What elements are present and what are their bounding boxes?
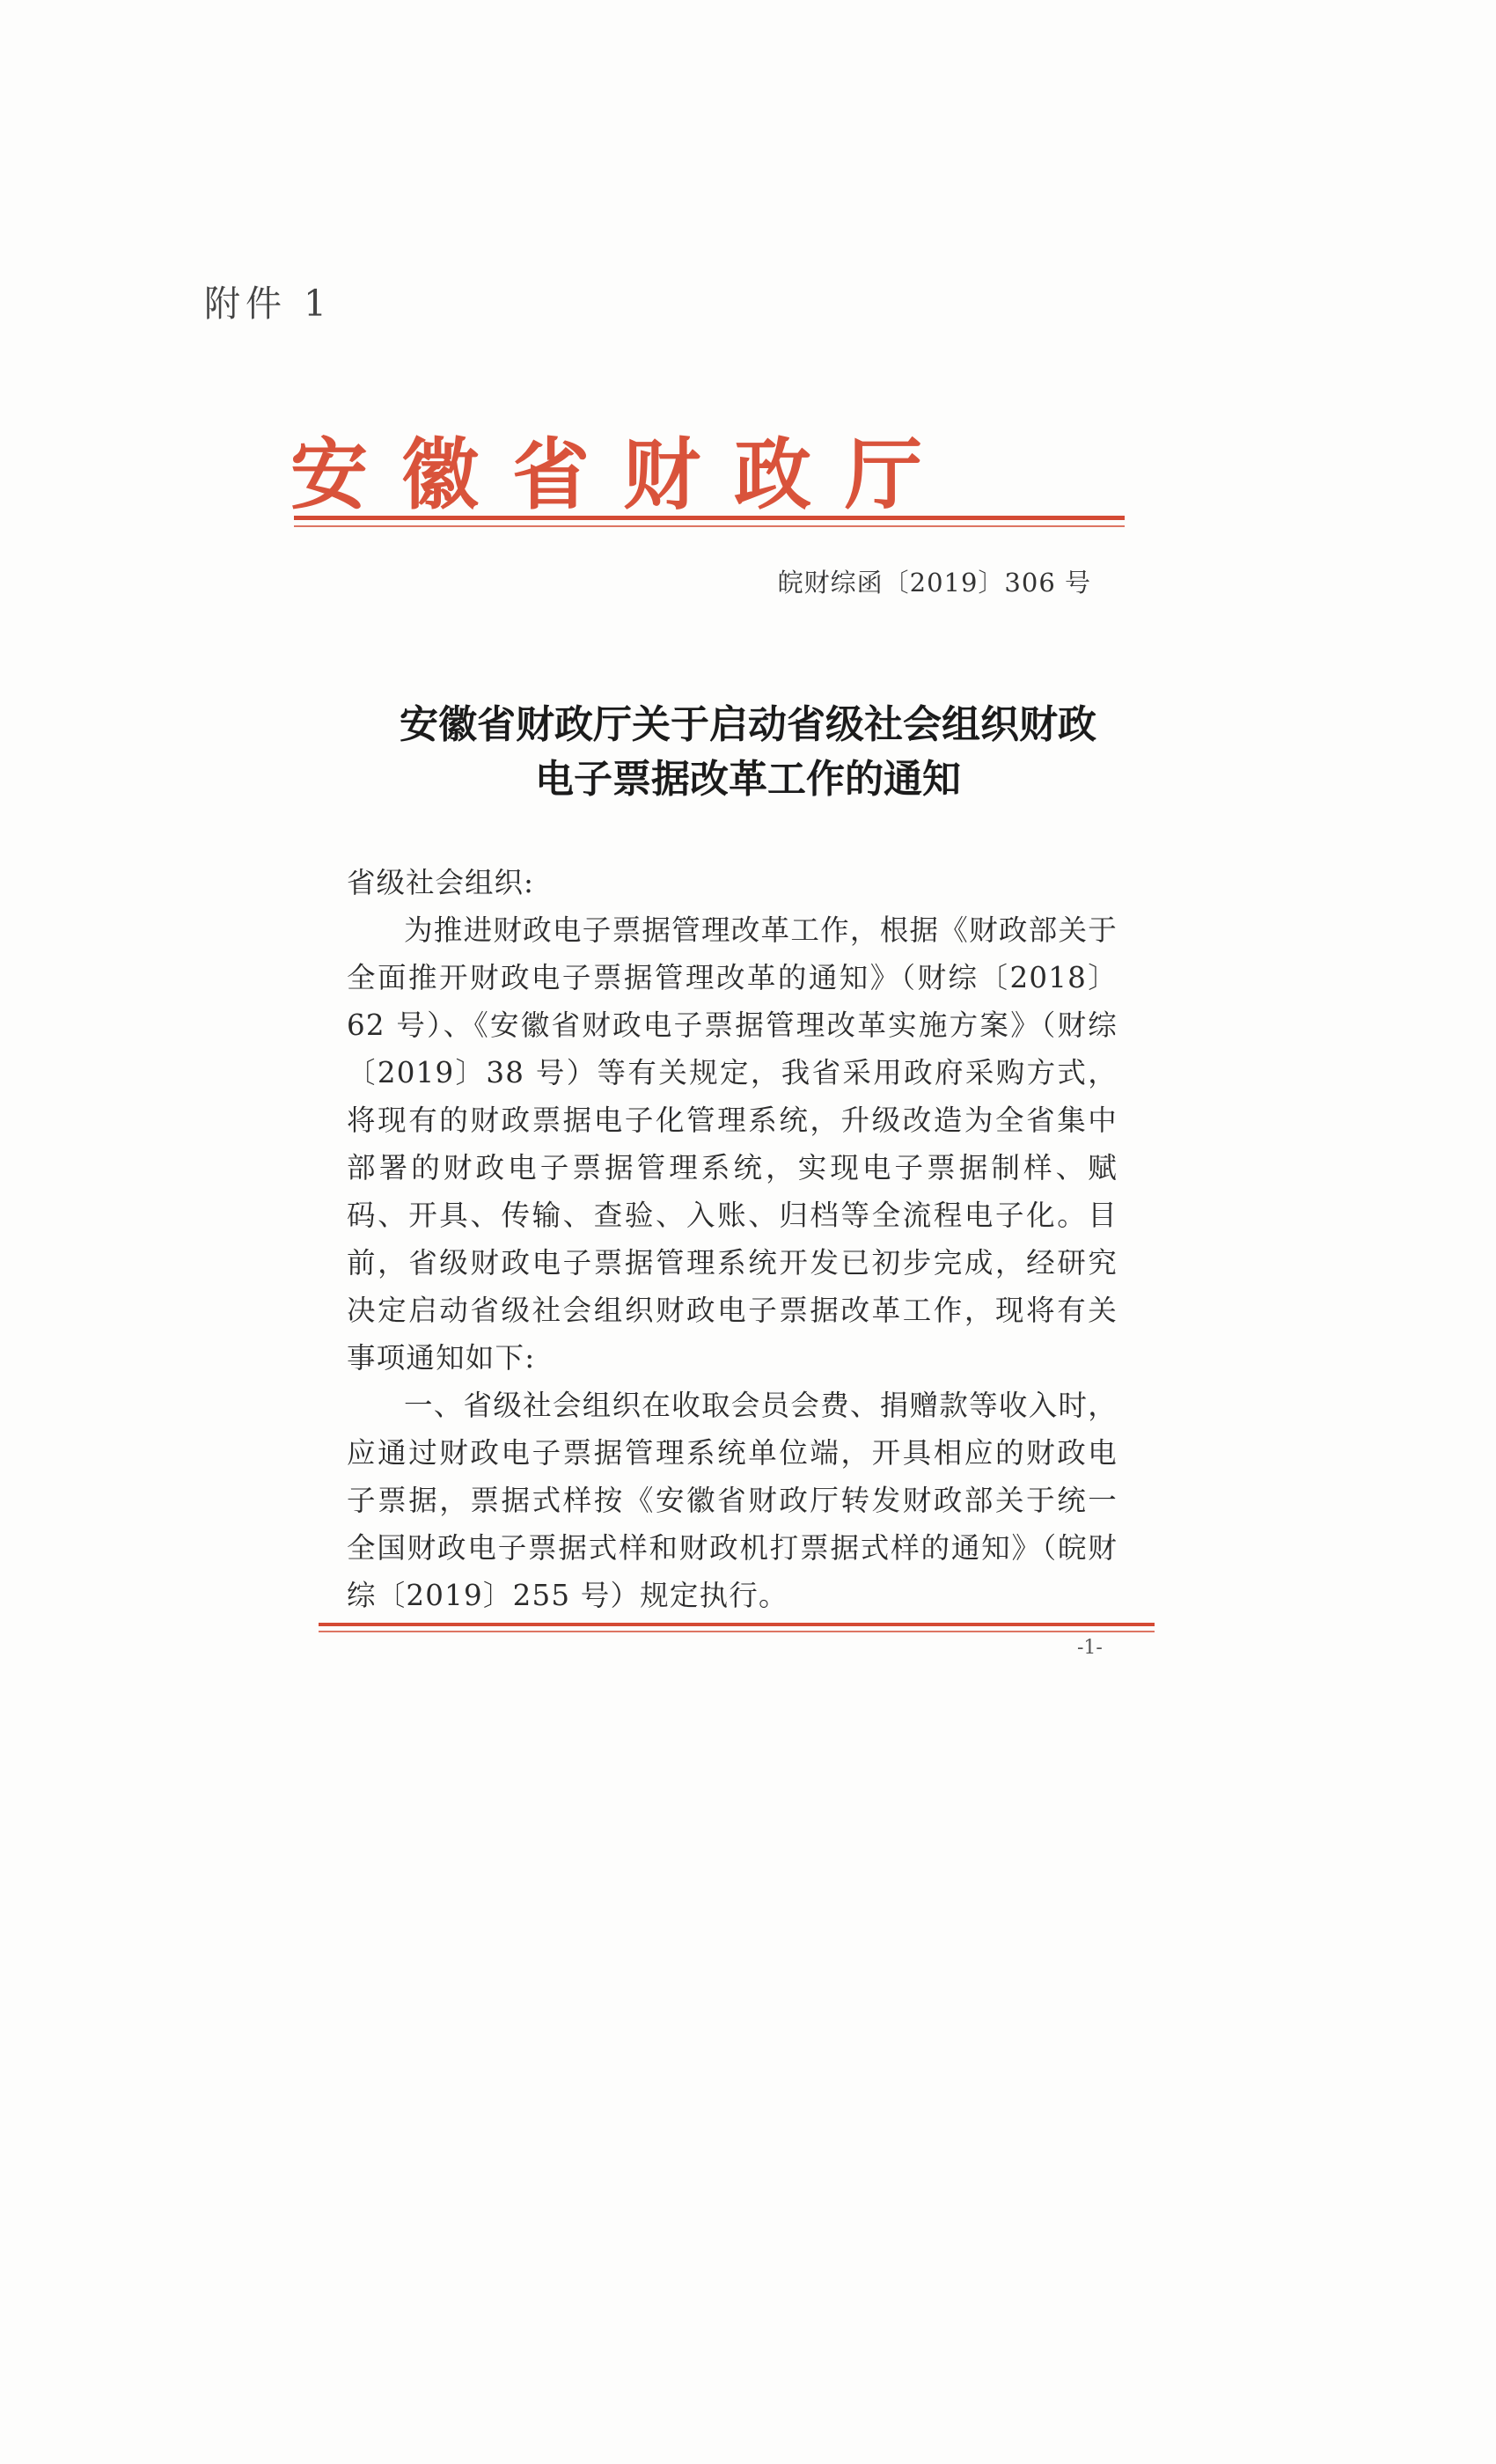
footer-red-rule — [319, 1623, 1155, 1626]
addressee: 省级社会组织: — [347, 866, 534, 899]
title-line-1: 安徽省财政厅关于启动省级社会组织财政 — [400, 702, 1096, 747]
title-line-2: 电子票据改革工作的通知 — [535, 757, 961, 802]
letterhead-red-rule-thin — [294, 525, 1125, 527]
page-number: -1- — [1077, 1637, 1103, 1659]
document-body — [347, 859, 1118, 1619]
letterhead-red-rule — [294, 516, 1125, 520]
document-title — [264, 698, 1232, 807]
letterhead-issuer: 安徽省财政厅 — [290, 429, 957, 520]
footer-red-rule-thin — [319, 1631, 1155, 1632]
document-number: 皖财综函〔2019〕306 号 — [777, 568, 1091, 598]
attachment-label: 附件 1 — [204, 282, 333, 325]
body-paragraph-2: 一、省级社会组织在收取会员会费、捐赠款等收入时，应通过财政电子票据管理系统单位端，开具相应的财政电子票据，票据式样按《安徽省财政厅转发财政部关于统一全国财政电子票据式样和财政机打票据式样的通知》（皖财综〔2019〕255 号）规定执行。 — [347, 1389, 1118, 1612]
body-paragraph-1: 为推进财政电子票据管理改革工作，根据《财政部关于全面推开财政电子票据管理改革的通知》（财综〔2018〕62 号）、《安徽省财政电子票据管理改革实施方案》（财综〔2019〕38 号）等有关规定，我省采用政府采购方式，将现有的财政票据电子化管理系统，升级改造为全省集中部署的财政电子票据管理系统，实现电子票据制样、赋码、开具、传输、查验、入账、归档等全流程电子化。目前，省级财政电子票据管理系统开发已初步完成，经研究决定启动省级社会组织财政电子票据改革工作，现将有关事项通知如下: — [347, 913, 1118, 1375]
